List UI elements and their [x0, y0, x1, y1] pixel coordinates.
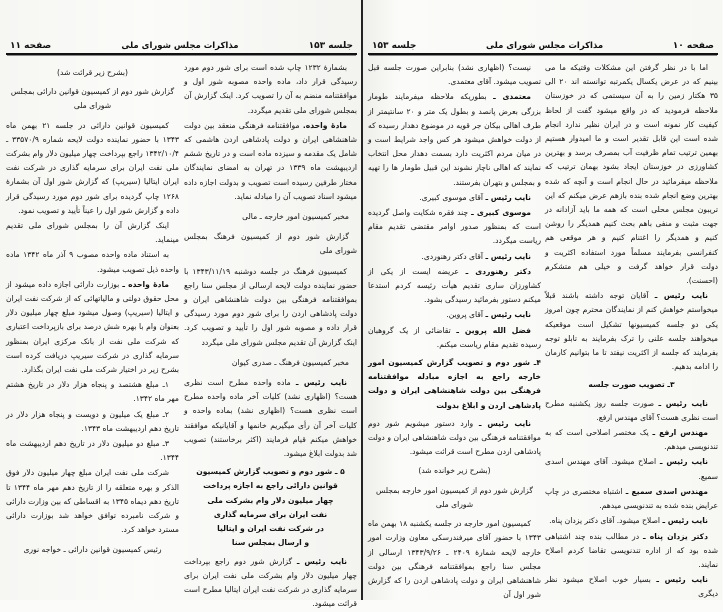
- signature-line: مخبر کمیسیون فرهنگ ـ صدری کیوان: [231, 357, 349, 367]
- body-paragraph: اینک گزارش آن را بمجلس شورای ملی تقدیم مینماید.: [6, 221, 179, 245]
- speaker-paragraph: [368, 324, 541, 352]
- body-paragraph: نیست؟ (اظهاری نشد) بنابراین صورت جلسه قبل تصویب میشود. آقای معتمدی.: [368, 63, 541, 87]
- body-paragraph: ۳ـ مبلغ دو میلیون دلار در تاریخ دهم اردیبهشت ماه ۱۳۴۴.: [6, 439, 179, 463]
- body-paragraph: کمیسیون قوانین دارائی در جلسه ۲۱ بهمن ماه ۱۳۴۳ با حضور نماینده دولت لایحه شماره ۳۳۵۷۰/۹ ـ ۱۳۴۲/۱۰/۴ راجع بپرداخت چهار میلیون دلار وام بشرکت ملی نفت ایران برای سرمایه گذاری در شرکت نفت ایران ایتالیا (سیریپ) که گزارش شور اول آن بشمارهٔ ۱۲۶۸ چاپ گردیده برای شور دوم مورد رسیدگی قرار داده و گزارش شور اول را عیناً تأیید و تصویب نمود.: [6, 120, 179, 215]
- section-heading-line: نفت ایران برای سرمایه گذاری: [213, 509, 328, 519]
- section-heading-line: قوانین دارائی راجع به اجازه پرداخت: [203, 481, 338, 491]
- speaker-paragraph: [545, 573, 718, 601]
- signature-line: گزارش شور دوم از کمیسیون فرهنگ بمجلس شورای ملی: [184, 232, 357, 256]
- section-heading: [184, 465, 357, 550]
- speaker-paragraph: [545, 455, 718, 483]
- speaker-paragraph: [545, 289, 718, 374]
- speaker-name: موسوی کبیری ـ: [471, 208, 531, 218]
- section-heading-line: ۳ـ تصویب صورت جلسه: [588, 380, 675, 390]
- section-heading-line: چهار میلیون دلار وام بشرکت ملی: [207, 495, 334, 505]
- speech-text: تقاضائی از یک گروهبان رسیده تقدیم مقام ریاست میکنم.: [368, 325, 541, 349]
- running-title: مذاکرات مجلس شورای ملی: [121, 41, 239, 51]
- speaker-paragraph: [368, 206, 541, 249]
- speaker-paragraph: [6, 278, 179, 377]
- speaker-name: دکتر یزدان پناه ـ: [643, 531, 708, 541]
- speaker-paragraph: [545, 514, 718, 528]
- speech-text: بطوریکه ملاحظه میفرمایند طومار بزرگی بعرض پانصد و بطول یک متر و ۲۰ سانتیمتر از طرف اهالی بیکان جر قویه در موضوع دهدار رسیده که از دولت خواهش میشود هر کس واجد شرایط است و در میان مردم اکثریت دارد بسمت دهدار محل انتخاب نمایند که اهالی ناچار نشوند این قبیل طومار ها را تهیه و بمجلس و بتهران بفرستند.: [368, 92, 541, 187]
- page-10: [361, 0, 722, 600]
- speech-text: چند فقره شکایت واصل گردیده است که بمنظور صدور اوامر مقتضی تقدیم مقام ریاست میگردد.: [368, 208, 541, 246]
- speaker-name: نایب رئیس ـ: [654, 291, 708, 301]
- text-column-left: [368, 61, 541, 603]
- speaker-name: فضل الله پروین ـ: [456, 325, 531, 335]
- speech-text: گزارش شور دوم راجع بپرداخت چهار میلیون دلار وام بشرکت ملی نفت ایران برای سرمایه گذاری در شرکت نفت ایران ایتالیا مطرح است قرائت میشود.: [184, 556, 357, 609]
- body-paragraph: بشمارهٔ ۱۲۳۲ چاپ شده است برای شور دوم مورد رسیدگی قرار داد، ماده واحده مصوبه شور اول و موافقتنامه منضم به آن را تصویب کرد. اینک گزارش آن بمجلس شورای ملی تقدیم میگردد.: [184, 63, 357, 115]
- running-title: مذاکرات مجلس شورای ملی: [486, 41, 604, 51]
- speaker-paragraph: [368, 265, 541, 308]
- columns: [368, 61, 718, 603]
- speech-text: اشتباه مختصری در چاپ عرایض بنده شده به تندنویسی میدهم.: [545, 486, 718, 511]
- centered-caption: گزارش شور دوم از کمیسیون امور خارجه بمجلس شورای ملی: [376, 485, 533, 509]
- body-paragraph: کمیسیون امور خارجه در جلسه یکشنبه ۱۸ بهمن ماه ۱۳۴۳ با حضور آقای میرفندرسکی معاون وزارت امور خارجه لایحه شمارهٔ ۲۴۰۹ ـ ۱۳۴۳/۹/۲۶ ارسالی از مجلس سنا راجع بموافقتنامه فرهنگی بین دولت شاهنشاهی ایران و دولت پادشاهی اردن را که گزارش شور اول آن: [368, 519, 542, 600]
- speech-text: وارد دستور میشویم شور دوم موافقتنامه فرهنگی بین دولت شاهنشاهی ایران و دولت پادشاهی اردن مطرح است قرائت میشود.: [368, 418, 541, 457]
- speaker-name: نایب رئیس ـ: [658, 398, 708, 408]
- speaker-paragraph: [368, 90, 541, 189]
- speech-text: اصلاح میشود. آقای دکتر یزدان پناه.: [549, 516, 661, 526]
- speaker-paragraph: [184, 119, 357, 204]
- speaker-paragraph: [545, 485, 718, 513]
- speaker-name: مادهٔ واحده.: [302, 120, 347, 130]
- speaker-name: نایب رئیس ـ: [656, 575, 708, 585]
- speaker-name: مهندس اسدی سمیع ـ: [625, 486, 709, 496]
- speaker-paragraph: [368, 308, 541, 322]
- page-number: صفحه ۱۱: [10, 41, 52, 51]
- text-column-right: [184, 61, 357, 612]
- speech-text: آقایان توجه داشته باشند قبلاً میخواستم خواهش کنم از نمایندگان محترم چون امروز یکی دو جلسه کمیسیونها تشکیل است موقعیکه میخواهند جلسه علنی را ترک بفرمایند به تابلو توجه بفرمایند که جلسه از اکثریت نیفتد تا ما بتوانیم کارمان را ادامه بدهیم.: [545, 291, 718, 372]
- speaker-name: معتمدی ـ: [493, 92, 532, 102]
- speaker-name: نایب رئیس ـ: [478, 418, 531, 428]
- speaker-paragraph: [184, 555, 357, 612]
- section-heading-line: ۴ـ شور دوم و تصویب گزارش کمیسیون امور خارجه راجع به اجازه مبادله موافقتنامه فرهنگی بین دولت شاهنشاهی ایران و دولت پادشاهی اردن و ابلاغ بدولت: [368, 358, 541, 410]
- page-11: [0, 0, 361, 609]
- speaker-paragraph: [368, 250, 541, 264]
- session-number: جلسه ۱۵۳: [372, 41, 417, 51]
- speaker-paragraph: [545, 530, 718, 573]
- centered-caption: گزارش شور دوم از کمیسیون قوانین دارائی بمجلس شورای ملی: [10, 87, 175, 111]
- speaker-paragraph: [368, 191, 541, 205]
- text-column-right: [545, 61, 718, 603]
- speaker-name: نایب رئیس ـ: [662, 516, 708, 526]
- page-header: [368, 38, 718, 55]
- section-heading-line: و ارسال بمجلس سنا: [231, 538, 310, 548]
- speech-text: یک مختصر اصلاحی است که به تندنویسی میدهم.: [545, 428, 718, 452]
- speech-text: آقای دکتر رهنوردی.: [421, 251, 484, 261]
- speaker-name: نایب رئیس ـ: [485, 310, 531, 320]
- speaker-name: مادهٔ واحده ـ: [122, 279, 170, 289]
- session-number: جلسه ۱۵۳: [308, 41, 353, 51]
- section-heading-line: در شرکت نفت ایران و ایتالیا: [217, 524, 324, 534]
- page-number: صفحه ۱۰: [672, 41, 714, 51]
- body-paragraph: شرکت ملی نفت ایران مبلغ چهار میلیون دلار فوق الذکر و بهره متعلقه را از تاریخ دهم مهر ماه ۱۳۴۴ تا تاریخ دهم دیماه ۱۳۴۵ به اقساطی که بین وزارت دارائی و شرکت نامبرده توافق خواهد شد بوزارت دارائی مسترد خواهد کرد.: [5, 468, 180, 535]
- speaker-name: نایب رئیس ـ: [659, 457, 708, 467]
- speech-text: در مطالب بنده چند اشتباهی شده بود که از اداره تندنویسی تقاضا کردم اصلاح نمایند.: [545, 531, 718, 569]
- speech-text: موافقتنامه فرهنگی منعقد بین دولت شاهنشاهی ایران و دولت پادشاهی اردن هاشمی که شامل یک مقدمه و سیزده ماده است و در تاریخ ششم اردیبهشت ماه ۱۳۳۹ در تهران به امضای نمایندگان مختار طرفین رسیده است تصویب و بدولت اجازه داده میشود اسناد تصویب آن را مبادله نماید.: [184, 120, 357, 201]
- body-paragraph: ۲ـ مبلغ یک میلیون و دویست و پنجاه هزار دلار در تاریخ دهم اردیبهشت ماه ۱۳۴۳.: [6, 409, 179, 433]
- section-heading-line: ۵ ـ شور دوم و تصویب گزارش کمیسیون: [196, 467, 345, 477]
- speech-text: آقای موسوی کبیری.: [419, 192, 484, 202]
- speaker-name: نایب رئیس ـ: [485, 251, 531, 261]
- centered-caption: (بشرح زیر قرائت شد): [57, 68, 128, 77]
- speaker-name: نایب رئیس ـ: [485, 192, 531, 202]
- text-column-left: [6, 61, 179, 612]
- body-paragraph: به استناد ماده واحده مصوب ۹ آذر ماه ۱۳۴۲ ماده واحده ذیل تصویب میشود.: [6, 250, 179, 274]
- speech-text: اصلاح میشود. آقای مهندس اسدی سمیع.: [545, 457, 718, 481]
- body-paragraph: کمیسیون فرهنگ در جلسه دوشنبه ۱۳۴۳/۱۱/۱۹ با حضور نماینده دولت لایحه ارسالی از مجلس سنا راجع بموافقتنامه فرهنگی بین دولت شاهنشاهی ایران و دولت پادشاهی اردن را برای شور دوم مورد رسیدگی قرار داده و مصوبه شور اول را تأیید و تصویب کرد. اینک گزارش آن تقدیم مجلس شورای ملی میگردد: [184, 266, 357, 347]
- centered-caption: رئیس کمیسیون قوانین دارائی ـ خواجه نوری: [23, 544, 162, 554]
- body-paragraph: اما با در نظر گرفتن این مشکلات وقتیکه ما می بینیم که در عرض یکسال یکمرتبه توانسته اند ۲۰ الی ۳۵ هکتار زمین را به آن سیستمی که در خوزستان ملاحظه فرمودید که در واقع میشود گفت از لحاظ کیفیت کار نمونه است و در ایران نظیر ندارد انجام شده است این قابل تقدیر است و ما امیدوار هستیم بهمین ترتیب تمام ظرفیت آب بمصرف برسد و بهترین کشاورزی در خوزستان ایجاد بشود بهمان ترتیب که ملاحظه میفرمائید در حال انجام است و آنچه که شده بهترین وضع انجام شده بنده بازهم عرض میکنم که این تریبون مجلس محلی است که همه ما باید آزادانه در جهت مثبت و منفی باهم بحث کنیم همدیگر را روشن کنیم و همدیگر را اغتنام کنیم و هر موقعی هم کنفرانسی بفرمایند مسلماً مورد استفاده اکثریت و دولت قرار خواهد گرفت و خیلی هم متشکرم (احسنت).: [545, 63, 719, 286]
- speaker-name: نایب رئیس ـ: [296, 556, 347, 566]
- speech-text: عریضه ایست از یکی از کشاورزان ساری تقدیم هیأت رئیسه کردم استدعا میکنم دستور بفرمائید رسیدگی بشود.: [368, 266, 541, 305]
- speaker-name: دکتر رهنوردی ـ: [465, 266, 531, 276]
- speech-text: صورت جلسه روز یکشنبه مطرح است نظری هست؟ آقای مهندس ارفع.: [545, 398, 718, 422]
- speaker-paragraph: [184, 376, 357, 461]
- columns: [6, 61, 357, 612]
- body-paragraph: ۱ـ مبلغ هشتصد و پنجاه هزار دلار در تاریخ هشتم مهر ماه ۱۳۴۲.: [6, 380, 179, 404]
- centered-caption: (بشرح زیر خوانده شد): [418, 466, 491, 476]
- speaker-name: مهندس ارفع ـ: [652, 428, 708, 438]
- section-heading: [368, 356, 541, 413]
- speech-text: بسیار خوب اصلاح میشود نظر دیگری: [545, 575, 718, 599]
- page-header: [6, 38, 357, 55]
- speaker-paragraph: [545, 397, 718, 425]
- signature-line: مخبر کمیسیون امور خارجه ـ مالی: [242, 212, 349, 222]
- speaker-paragraph: [545, 426, 718, 454]
- section-heading: [545, 378, 718, 392]
- speech-text: ماده واحده مطرح است نظری هست؟ (اظهاری نشد) کلیات آخر ماده واحده مطرح است نظری هست؟ (اظهاری نشد) بماده واحده و کلیات آخر آن رأی میگیریم خانمها و آقایانیکه موافقند خواهش میکنم قیام فرمایند (اکثر برخاستند) تصویب شد بدولت ابلاغ میشود.: [184, 378, 357, 459]
- speaker-name: نایب رئیس ـ: [295, 378, 347, 388]
- speech-text: بوزارت دارائی اجازه داده میشود از محل حقوق دولتی و مالیاتهائی که از شرکت نفت ایران و ایتالیا (سیریپ) وصول میشود مبلغ چهار میلیون دلار بعنوان وام با بهره شش درصد برای بازپرداخت اعتباری که شرکت ملی نفت از بانک مرکزی ایران بمنظور سرمایه گذاری در شرکت سیریپ دریافت کرده است بشرح زیر در اختیار شرکت ملی نفت ایران بگذارد.: [6, 279, 179, 375]
- speech-text: آقای پروین.: [446, 310, 484, 320]
- speaker-paragraph: [368, 417, 541, 460]
